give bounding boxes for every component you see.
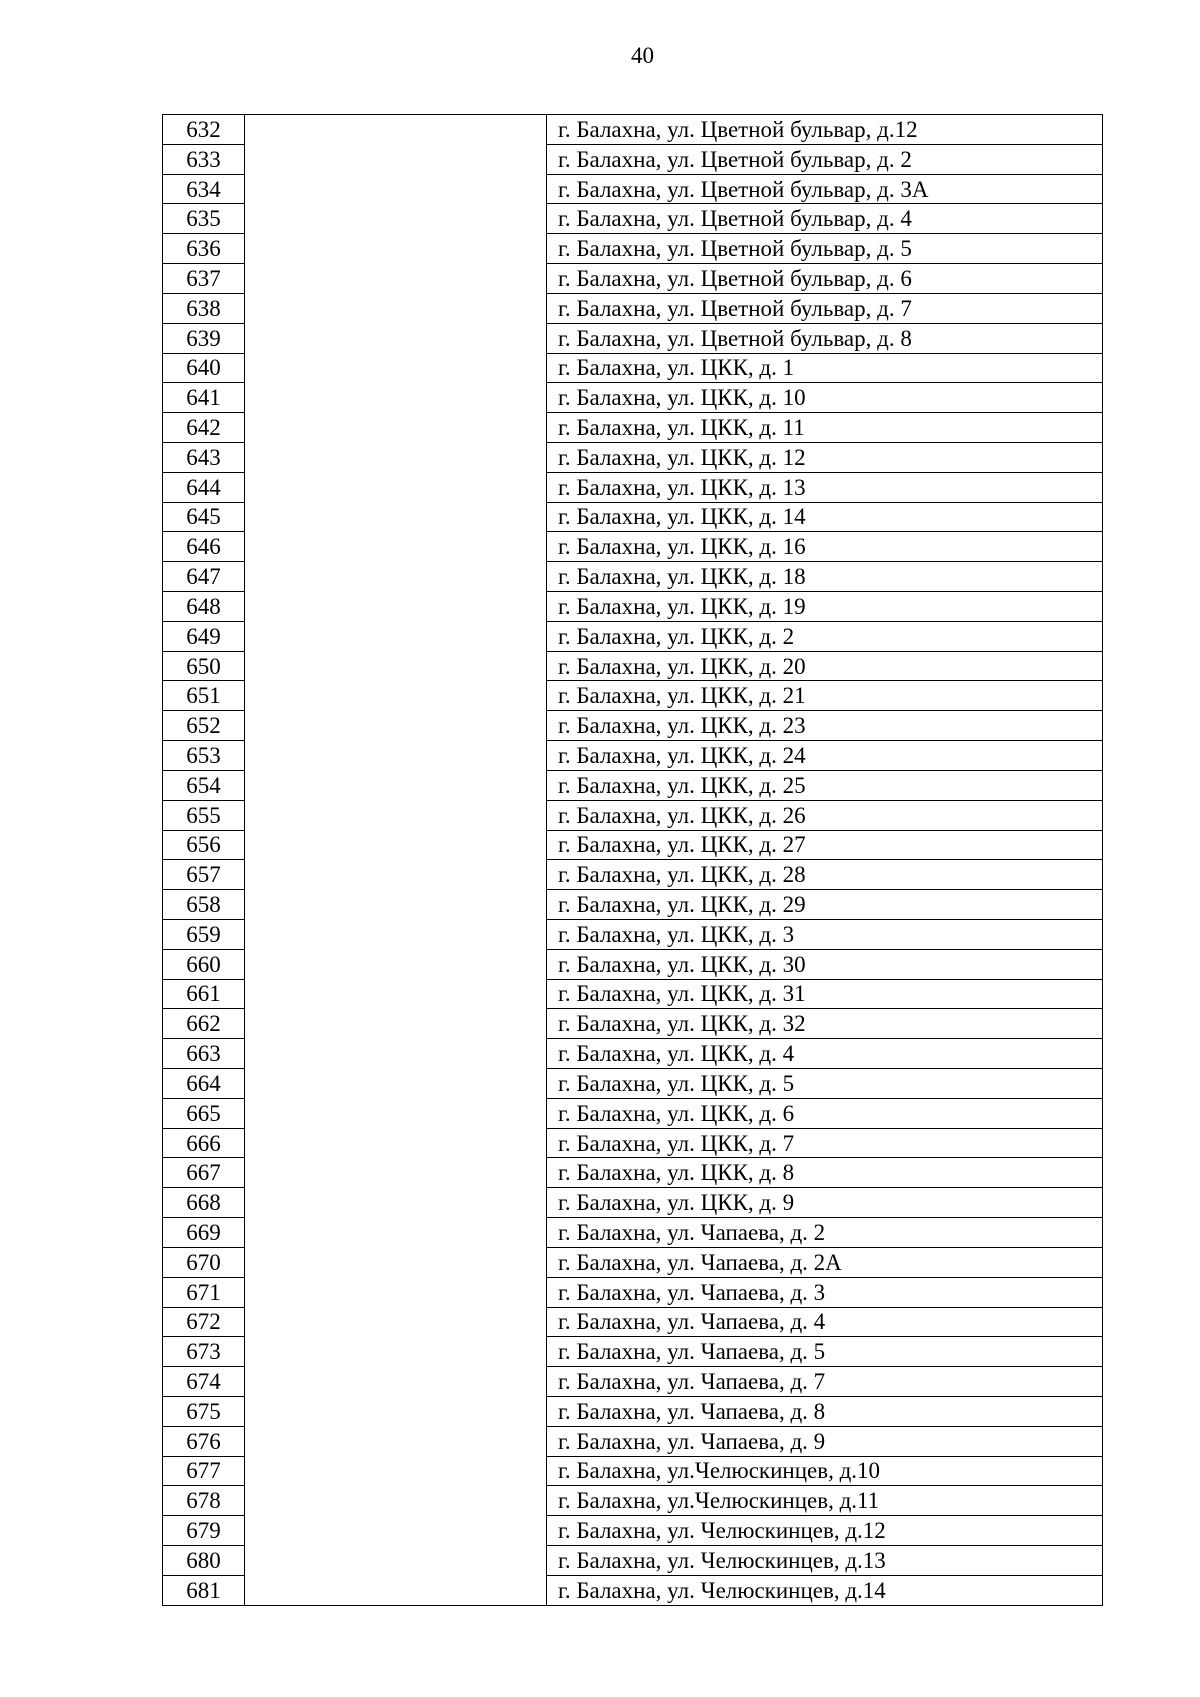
empty-merged-cell bbox=[245, 442, 547, 472]
table-row bbox=[163, 204, 1103, 234]
table-row bbox=[163, 413, 1103, 443]
address-cell: г. Балахна, ул. ЦКК, д. 1 bbox=[547, 353, 1103, 383]
address-cell: г. Балахна, ул. ЦКК, д. 29 bbox=[547, 890, 1103, 920]
address-cell: г. Балахна, ул. ЦКК, д. 9 bbox=[547, 1188, 1103, 1218]
empty-merged-cell bbox=[245, 1039, 547, 1069]
address-cell: г. Балахна, ул. ЦКК, д. 10 bbox=[547, 383, 1103, 413]
address-cell: г. Балахна, ул. ЦКК, д. 32 bbox=[547, 1009, 1103, 1039]
address-cell: г. Балахна, ул. Чапаева, д. 7 bbox=[547, 1367, 1103, 1397]
row-number-cell: 680 bbox=[163, 1546, 245, 1576]
empty-merged-cell bbox=[245, 1069, 547, 1099]
address-cell: г. Балахна, ул. ЦКК, д. 7 bbox=[547, 1128, 1103, 1158]
row-number-cell: 675 bbox=[163, 1396, 245, 1426]
address-cell: г. Балахна, ул. Цветной бульвар, д. 8 bbox=[547, 323, 1103, 353]
address-cell: г. Балахна, ул. Цветной бульвар, д. 5 bbox=[547, 234, 1103, 264]
table-row bbox=[163, 979, 1103, 1009]
row-number-cell: 639 bbox=[163, 323, 245, 353]
table-row bbox=[163, 651, 1103, 681]
table-row bbox=[163, 1218, 1103, 1248]
table-row bbox=[163, 442, 1103, 472]
table-row bbox=[163, 711, 1103, 741]
empty-merged-cell bbox=[245, 532, 547, 562]
address-cell: г. Балахна, ул. ЦКК, д. 25 bbox=[547, 770, 1103, 800]
address-cell: г. Балахна, ул. ЦКК, д. 21 bbox=[547, 681, 1103, 711]
row-number-cell: 678 bbox=[163, 1486, 245, 1516]
empty-merged-cell bbox=[245, 562, 547, 592]
empty-merged-cell bbox=[245, 741, 547, 771]
address-cell: г. Балахна, ул. ЦКК, д. 18 bbox=[547, 562, 1103, 592]
empty-merged-cell bbox=[245, 353, 547, 383]
row-number-cell: 652 bbox=[163, 711, 245, 741]
table-row bbox=[163, 800, 1103, 830]
empty-merged-cell bbox=[245, 1456, 547, 1486]
row-number-cell: 645 bbox=[163, 502, 245, 532]
table-row bbox=[163, 353, 1103, 383]
row-number-cell: 638 bbox=[163, 293, 245, 323]
empty-merged-cell bbox=[245, 860, 547, 890]
table-row bbox=[163, 144, 1103, 174]
empty-merged-cell bbox=[245, 204, 547, 234]
row-number-cell: 661 bbox=[163, 979, 245, 1009]
row-number-cell: 647 bbox=[163, 562, 245, 592]
address-cell: г. Балахна, ул. ЦКК, д. 16 bbox=[547, 532, 1103, 562]
address-cell: г. Балахна, ул.Челюскинцев, д.10 bbox=[547, 1456, 1103, 1486]
row-number-cell: 648 bbox=[163, 592, 245, 622]
empty-merged-cell bbox=[245, 1516, 547, 1546]
table-row bbox=[163, 502, 1103, 532]
address-cell: г. Балахна, ул. Чапаева, д. 4 bbox=[547, 1307, 1103, 1337]
row-number-cell: 657 bbox=[163, 860, 245, 890]
row-number-cell: 654 bbox=[163, 770, 245, 800]
row-number-cell: 651 bbox=[163, 681, 245, 711]
row-number-cell: 658 bbox=[163, 890, 245, 920]
table-row bbox=[163, 1039, 1103, 1069]
address-cell: г. Балахна, ул. ЦКК, д. 27 bbox=[547, 830, 1103, 860]
empty-merged-cell bbox=[245, 174, 547, 204]
address-cell: г. Балахна, ул. Челюскинцев, д.12 bbox=[547, 1516, 1103, 1546]
table-row bbox=[163, 1188, 1103, 1218]
address-cell: г. Балахна, ул. Цветной бульвар, д.12 bbox=[547, 115, 1103, 145]
row-number-cell: 669 bbox=[163, 1218, 245, 1248]
row-number-cell: 635 bbox=[163, 204, 245, 234]
table-row bbox=[163, 681, 1103, 711]
empty-merged-cell bbox=[245, 1546, 547, 1576]
table-row bbox=[163, 234, 1103, 264]
address-cell: г. Балахна, ул. Чапаева, д. 3 bbox=[547, 1277, 1103, 1307]
empty-merged-cell bbox=[245, 1277, 547, 1307]
table-row bbox=[163, 1009, 1103, 1039]
empty-merged-cell bbox=[245, 502, 547, 532]
row-number-cell: 659 bbox=[163, 919, 245, 949]
table-row bbox=[163, 919, 1103, 949]
address-cell: г. Балахна, ул. ЦКК, д. 3 bbox=[547, 919, 1103, 949]
table-row bbox=[163, 1456, 1103, 1486]
empty-merged-cell bbox=[245, 651, 547, 681]
table-row bbox=[163, 1069, 1103, 1099]
address-cell: г. Балахна, ул. ЦКК, д. 30 bbox=[547, 949, 1103, 979]
address-cell: г. Балахна, ул. ЦКК, д. 31 bbox=[547, 979, 1103, 1009]
table-row bbox=[163, 1426, 1103, 1456]
empty-merged-cell bbox=[245, 830, 547, 860]
row-number-cell: 681 bbox=[163, 1575, 245, 1605]
address-cell: г. Балахна, ул. Цветной бульвар, д. 4 bbox=[547, 204, 1103, 234]
row-number-cell: 637 bbox=[163, 264, 245, 294]
empty-merged-cell bbox=[245, 1009, 547, 1039]
empty-merged-cell bbox=[245, 1218, 547, 1248]
row-number-cell: 676 bbox=[163, 1426, 245, 1456]
empty-merged-cell bbox=[245, 800, 547, 830]
row-number-cell: 664 bbox=[163, 1069, 245, 1099]
address-cell: г. Балахна, ул. ЦКК, д. 5 bbox=[547, 1069, 1103, 1099]
address-cell: г. Балахна, ул. Чапаева, д. 8 bbox=[547, 1396, 1103, 1426]
address-cell: г. Балахна, ул. Цветной бульвар, д. 7 bbox=[547, 293, 1103, 323]
row-number-cell: 666 bbox=[163, 1128, 245, 1158]
empty-merged-cell bbox=[245, 293, 547, 323]
table-row bbox=[163, 621, 1103, 651]
table-row bbox=[163, 1575, 1103, 1605]
address-cell: г. Балахна, ул. ЦКК, д. 6 bbox=[547, 1098, 1103, 1128]
address-cell: г. Балахна, ул. ЦКК, д. 4 bbox=[547, 1039, 1103, 1069]
table-row bbox=[163, 1247, 1103, 1277]
empty-merged-cell bbox=[245, 1128, 547, 1158]
table-row bbox=[163, 174, 1103, 204]
empty-merged-cell bbox=[245, 472, 547, 502]
table-row bbox=[163, 115, 1103, 145]
table-row bbox=[163, 949, 1103, 979]
row-number-cell: 650 bbox=[163, 651, 245, 681]
empty-merged-cell bbox=[245, 115, 547, 145]
empty-merged-cell bbox=[245, 383, 547, 413]
row-number-cell: 674 bbox=[163, 1367, 245, 1397]
address-cell: г. Балахна, ул. Чапаева, д. 2 bbox=[547, 1218, 1103, 1248]
table-row bbox=[163, 383, 1103, 413]
empty-merged-cell bbox=[245, 1426, 547, 1456]
empty-merged-cell bbox=[245, 621, 547, 651]
table-row bbox=[163, 264, 1103, 294]
row-number-cell: 643 bbox=[163, 442, 245, 472]
empty-merged-cell bbox=[245, 890, 547, 920]
table-row bbox=[163, 323, 1103, 353]
table-row bbox=[163, 532, 1103, 562]
table-row bbox=[163, 293, 1103, 323]
address-cell: г. Балахна, ул. ЦКК, д. 26 bbox=[547, 800, 1103, 830]
table-row bbox=[163, 1546, 1103, 1576]
row-number-cell: 644 bbox=[163, 472, 245, 502]
row-number-cell: 634 bbox=[163, 174, 245, 204]
row-number-cell: 655 bbox=[163, 800, 245, 830]
table-row bbox=[163, 1158, 1103, 1188]
empty-merged-cell bbox=[245, 949, 547, 979]
row-number-cell: 653 bbox=[163, 741, 245, 771]
row-number-cell: 668 bbox=[163, 1188, 245, 1218]
empty-merged-cell bbox=[245, 770, 547, 800]
empty-merged-cell bbox=[245, 264, 547, 294]
address-table bbox=[162, 114, 1103, 1606]
address-cell: г. Балахна, ул. ЦКК, д. 2 bbox=[547, 621, 1103, 651]
table-row bbox=[163, 472, 1103, 502]
row-number-cell: 667 bbox=[163, 1158, 245, 1188]
address-cell: г. Балахна, ул. Чапаева, д. 9 bbox=[547, 1426, 1103, 1456]
address-cell: г. Балахна, ул. Челюскинцев, д.13 bbox=[547, 1546, 1103, 1576]
table-row bbox=[163, 830, 1103, 860]
empty-merged-cell bbox=[245, 1367, 547, 1397]
row-number-cell: 640 bbox=[163, 353, 245, 383]
empty-merged-cell bbox=[245, 1098, 547, 1128]
row-number-cell: 649 bbox=[163, 621, 245, 651]
address-cell: г. Балахна, ул. ЦКК, д. 11 bbox=[547, 413, 1103, 443]
empty-merged-cell bbox=[245, 1486, 547, 1516]
address-table-body bbox=[163, 115, 1103, 1606]
empty-merged-cell bbox=[245, 919, 547, 949]
address-cell: г. Балахна, ул. Цветной бульвар, д. 2 bbox=[547, 144, 1103, 174]
table-row bbox=[163, 770, 1103, 800]
row-number-cell: 677 bbox=[163, 1456, 245, 1486]
address-cell: г. Балахна, ул.Челюскинцев, д.11 bbox=[547, 1486, 1103, 1516]
empty-merged-cell bbox=[245, 681, 547, 711]
address-cell: г. Балахна, ул. ЦКК, д. 12 bbox=[547, 442, 1103, 472]
row-number-cell: 646 bbox=[163, 532, 245, 562]
empty-merged-cell bbox=[245, 413, 547, 443]
row-number-cell: 670 bbox=[163, 1247, 245, 1277]
empty-merged-cell bbox=[245, 592, 547, 622]
address-cell: г. Балахна, ул. ЦКК, д. 28 bbox=[547, 860, 1103, 890]
table-row bbox=[163, 1337, 1103, 1367]
address-cell: г. Балахна, ул. ЦКК, д. 20 bbox=[547, 651, 1103, 681]
row-number-cell: 660 bbox=[163, 949, 245, 979]
row-number-cell: 642 bbox=[163, 413, 245, 443]
empty-merged-cell bbox=[245, 1307, 547, 1337]
empty-merged-cell bbox=[245, 1337, 547, 1367]
table-row bbox=[163, 592, 1103, 622]
address-cell: г. Балахна, ул. ЦКК, д. 24 bbox=[547, 741, 1103, 771]
address-cell: г. Балахна, ул. Челюскинцев, д.14 bbox=[547, 1575, 1103, 1605]
empty-merged-cell bbox=[245, 323, 547, 353]
address-cell: г. Балахна, ул. Чапаева, д. 2А bbox=[547, 1247, 1103, 1277]
empty-merged-cell bbox=[245, 144, 547, 174]
table-row bbox=[163, 1277, 1103, 1307]
row-number-cell: 633 bbox=[163, 144, 245, 174]
table-row bbox=[163, 1516, 1103, 1546]
page-number: 40 bbox=[631, 43, 654, 68]
table-row bbox=[163, 1128, 1103, 1158]
row-number-cell: 662 bbox=[163, 1009, 245, 1039]
row-number-cell: 665 bbox=[163, 1098, 245, 1128]
table-row bbox=[163, 741, 1103, 771]
table-row bbox=[163, 890, 1103, 920]
row-number-cell: 641 bbox=[163, 383, 245, 413]
address-cell: г. Балахна, ул. ЦКК, д. 23 bbox=[547, 711, 1103, 741]
table-row bbox=[163, 1098, 1103, 1128]
empty-merged-cell bbox=[245, 1158, 547, 1188]
address-cell: г. Балахна, ул. ЦКК, д. 13 bbox=[547, 472, 1103, 502]
empty-merged-cell bbox=[245, 1575, 547, 1605]
empty-merged-cell bbox=[245, 1396, 547, 1426]
empty-merged-cell bbox=[245, 234, 547, 264]
table-row bbox=[163, 1367, 1103, 1397]
table-row bbox=[163, 1486, 1103, 1516]
row-number-cell: 632 bbox=[163, 115, 245, 145]
table-row bbox=[163, 562, 1103, 592]
row-number-cell: 672 bbox=[163, 1307, 245, 1337]
empty-merged-cell bbox=[245, 1247, 547, 1277]
address-cell: г. Балахна, ул. ЦКК, д. 8 bbox=[547, 1158, 1103, 1188]
table-row bbox=[163, 1307, 1103, 1337]
row-number-cell: 636 bbox=[163, 234, 245, 264]
row-number-cell: 656 bbox=[163, 830, 245, 860]
row-number-cell: 679 bbox=[163, 1516, 245, 1546]
row-number-cell: 671 bbox=[163, 1277, 245, 1307]
row-number-cell: 663 bbox=[163, 1039, 245, 1069]
address-cell: г. Балахна, ул. Чапаева, д. 5 bbox=[547, 1337, 1103, 1367]
address-cell: г. Балахна, ул. Цветной бульвар, д. 3А bbox=[547, 174, 1103, 204]
address-cell: г. Балахна, ул. Цветной бульвар, д. 6 bbox=[547, 264, 1103, 294]
empty-merged-cell bbox=[245, 711, 547, 741]
address-cell: г. Балахна, ул. ЦКК, д. 19 bbox=[547, 592, 1103, 622]
table-row bbox=[163, 860, 1103, 890]
empty-merged-cell bbox=[245, 979, 547, 1009]
empty-merged-cell bbox=[245, 1188, 547, 1218]
address-cell: г. Балахна, ул. ЦКК, д. 14 bbox=[547, 502, 1103, 532]
row-number-cell: 673 bbox=[163, 1337, 245, 1367]
table-row bbox=[163, 1396, 1103, 1426]
